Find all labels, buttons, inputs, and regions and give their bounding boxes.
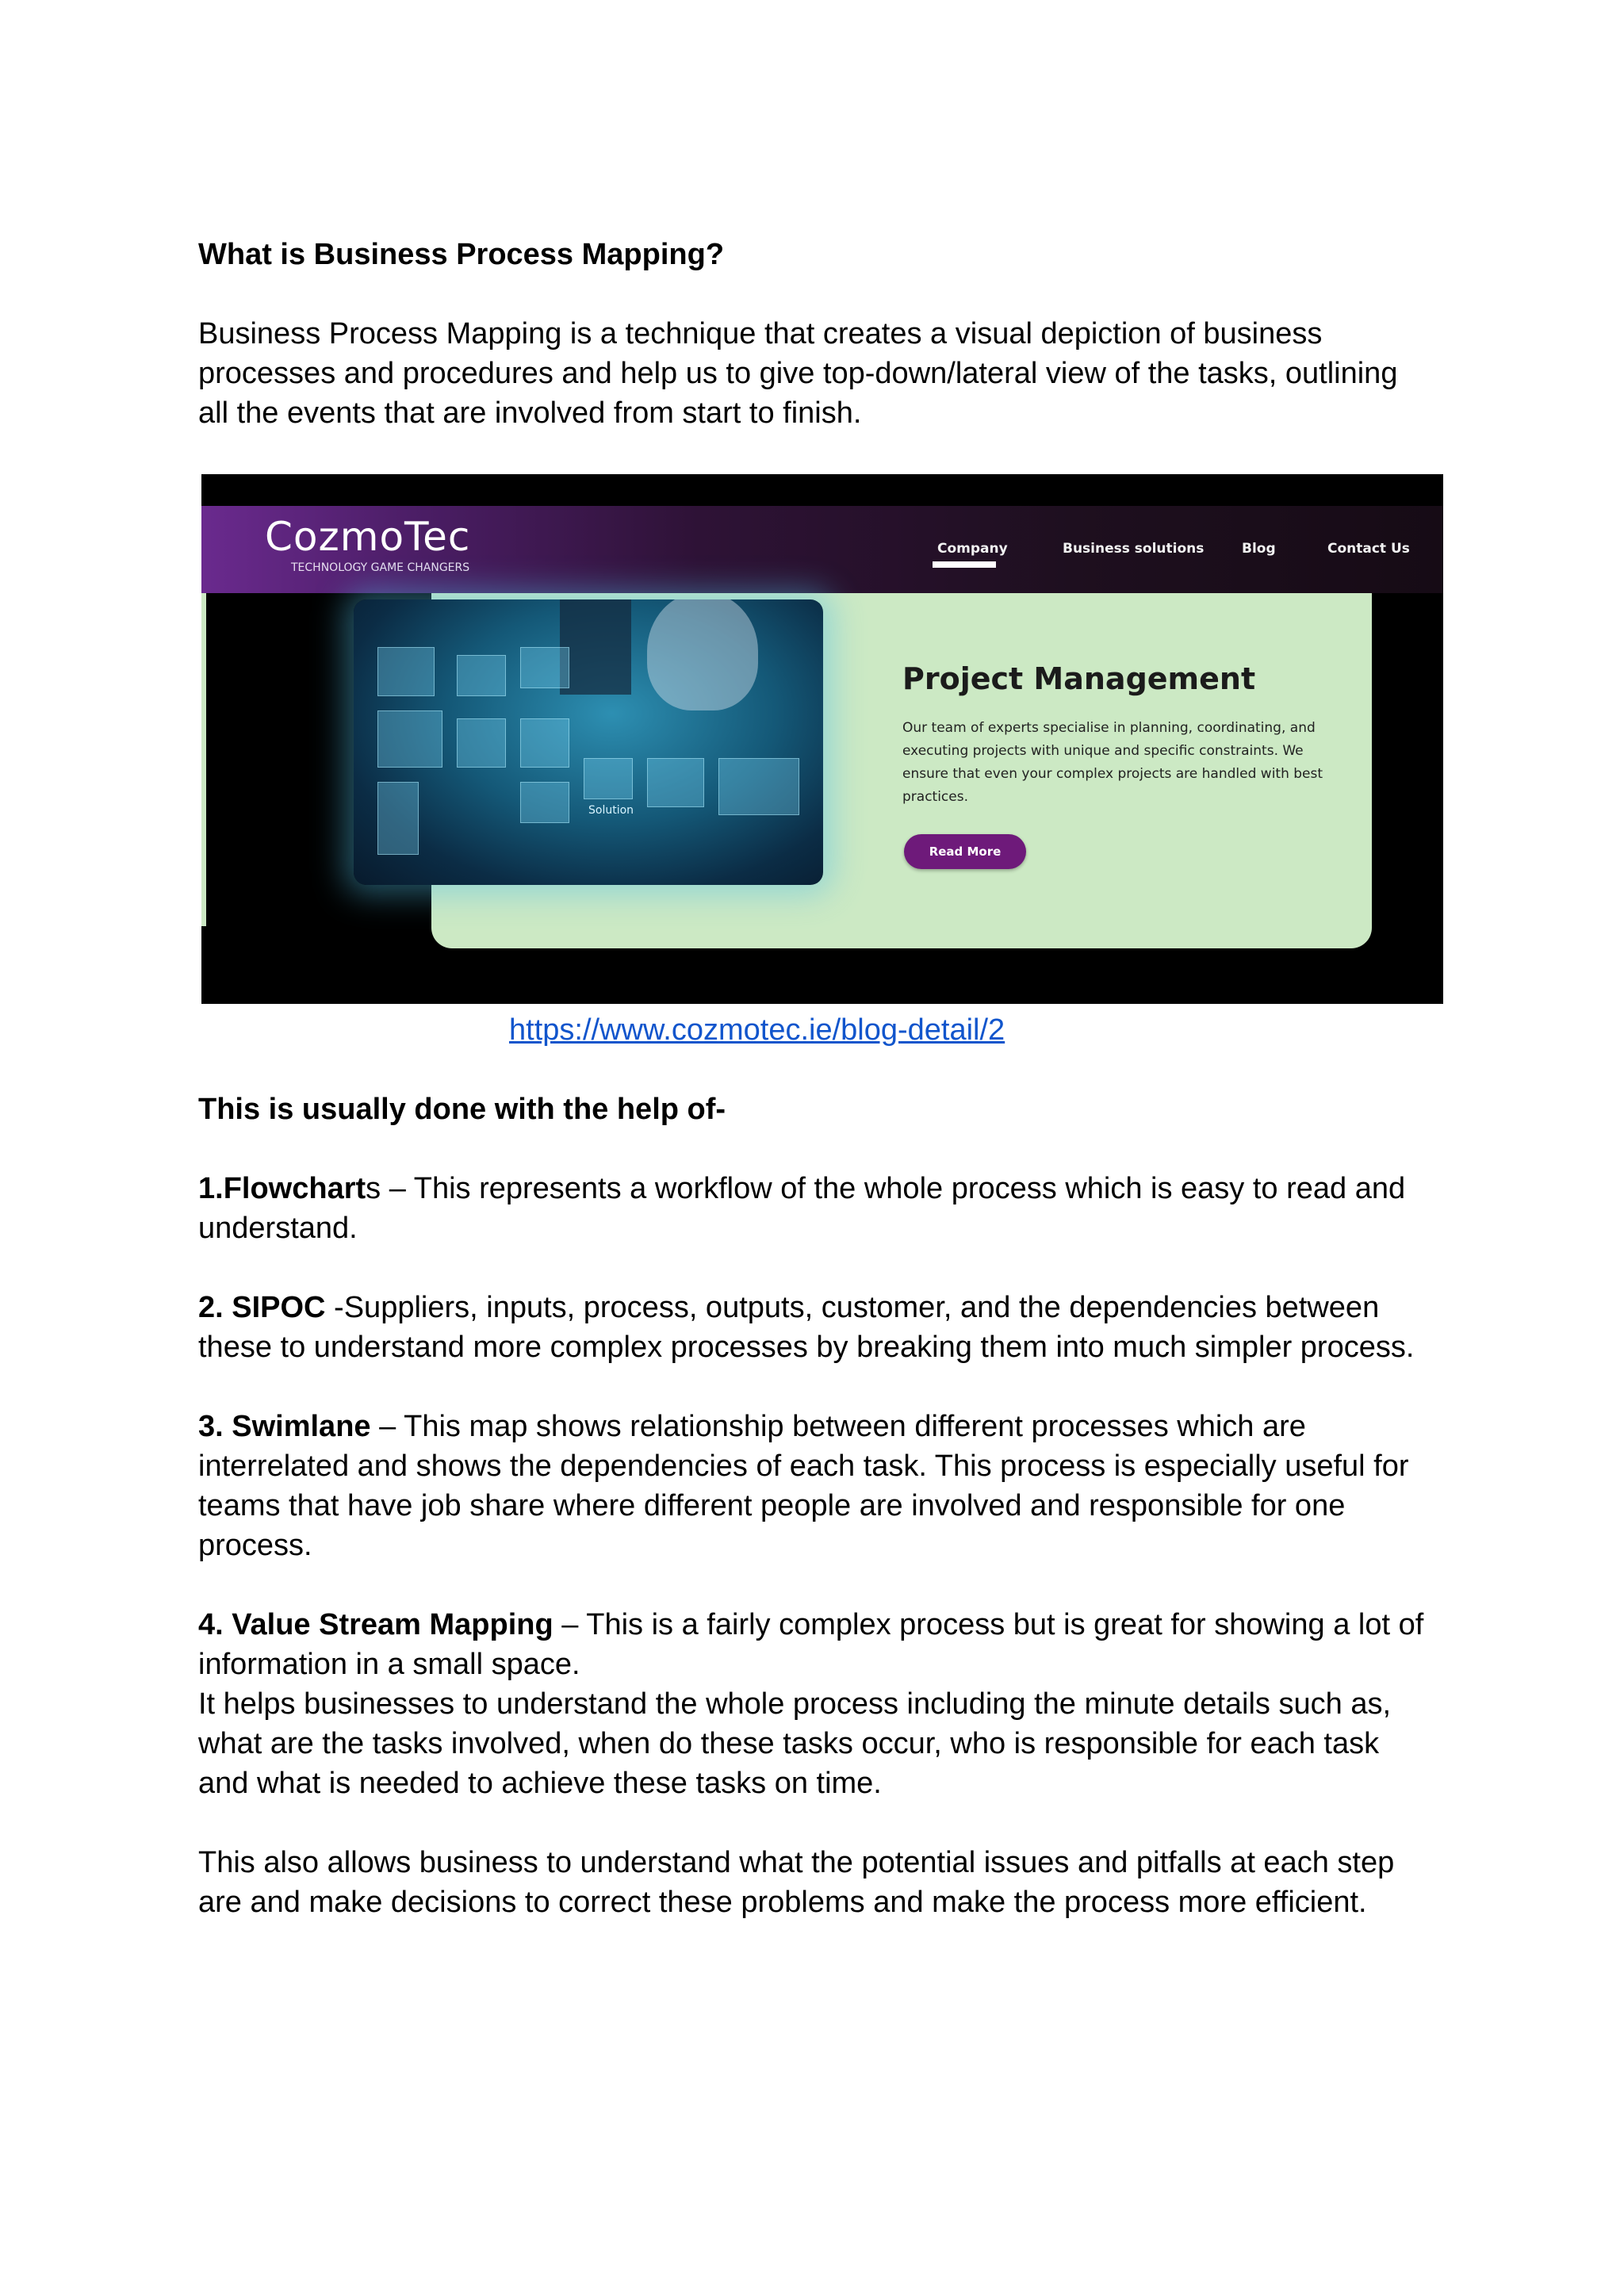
list-item-sipoc: 2. SIPOC -Suppliers, inputs, process, outputs, customer, and the dependencies between these to understand more complex processes by breaking them into much simpler process. bbox=[198, 1291, 1415, 1364]
nav-contact-us: Contact Us bbox=[1327, 541, 1410, 557]
hero-title: Project Management bbox=[902, 661, 1256, 696]
nav-blog: Blog bbox=[1242, 541, 1276, 557]
source-link[interactable]: https://www.cozmotec.ie/blog-detail/2 bbox=[509, 1013, 1005, 1047]
site-logo: CozmoTec bbox=[265, 514, 471, 560]
document-body bbox=[198, 235, 1435, 1922]
website-screenshot bbox=[201, 474, 1443, 1004]
hero-image bbox=[354, 599, 823, 885]
site-tagline: TECHNOLOGY GAME CHANGERS bbox=[291, 561, 470, 574]
intro-paragraph: Business Process Mapping is a technique that creates a visual depiction of business processes and procedures and help us to give top-down/lateral view of the tasks, outlining all the events that are involved from start to finish. bbox=[198, 317, 1398, 430]
nav-business-solutions: Business solutions bbox=[1063, 541, 1205, 557]
read-more-button[interactable]: Read More bbox=[904, 834, 1026, 869]
site-navbar bbox=[201, 506, 1443, 593]
list-item-flowcharts: 1.Flowcharts – This represents a workflow of the whole process which is easy to read and understand. bbox=[198, 1172, 1406, 1245]
list-item-swimlane: 3. Swimlane – This map shows relationship between different processes which are interrelated and shows the dependencies of each task. This process is especially useful for teams that have job share where different people are involved and responsible for one process. bbox=[198, 1410, 1409, 1562]
page-title: What is Business Process Mapping? bbox=[198, 238, 725, 271]
image-caption: Solution bbox=[588, 804, 634, 817]
hero-description: Our team of experts specialise in planning, coordinating, and executing projects with unique and specific constraints. We ensure that even your complex projects are handled with best practices. bbox=[902, 720, 1323, 805]
nav-active-indicator bbox=[933, 561, 996, 568]
closing-paragraph: This also allows business to understand what the potential issues and pitfalls at each step are and make decisions to correct these problems and make the process more efficient. bbox=[198, 1846, 1395, 1919]
nav-company: Company bbox=[937, 541, 1008, 557]
list-item-value-stream-mapping: 4. Value Stream Mapping – This is a fairly complex process but is great for showing a lot of information in a small space. bbox=[198, 1608, 1424, 1681]
help-heading: This is usually done with the help of- bbox=[198, 1093, 726, 1126]
value-stream-detail: It helps businesses to understand the whole process including the minute details such as, what are the tasks involved, when do these tasks occur, who is responsible for each task and what is needed to achieve these tasks on time. bbox=[198, 1687, 1392, 1800]
